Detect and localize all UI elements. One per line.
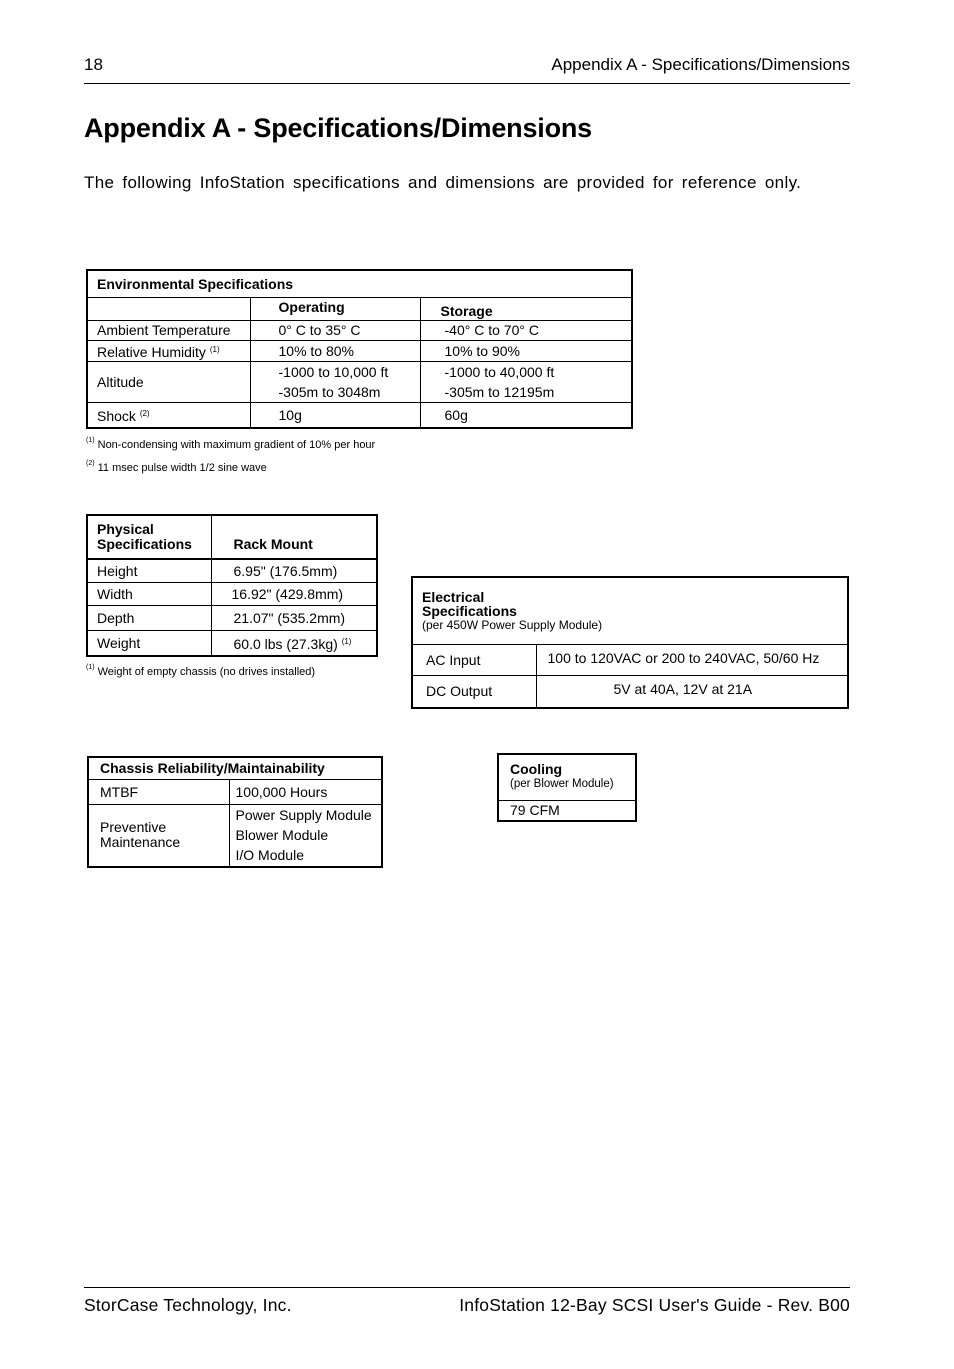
row-label: Relative Humidity: [97, 343, 206, 360]
row-label-cell: [87, 340, 250, 361]
storage-value-cell: [420, 361, 632, 402]
table-row: [87, 361, 632, 402]
running-title: Appendix A - Specifications/Dimensions: [551, 55, 850, 74]
row-value: 60.0 lbs (27.3kg): [233, 635, 338, 652]
row-value: 21.07" (535.2mm): [211, 605, 377, 630]
reliability-caption: Chassis Reliability/Maintainability: [88, 757, 382, 779]
physical-caption-line2: Specifications: [97, 536, 192, 552]
col-operating: Operating: [250, 297, 420, 320]
row-value-cell: [211, 630, 377, 656]
electrical-caption-line2: Specifications: [422, 603, 517, 619]
row-label: DC Output: [412, 675, 536, 708]
table-row: [412, 675, 848, 708]
storage-value: 10% to 90%: [420, 340, 632, 361]
table-row: [88, 804, 382, 867]
electrical-caption-sub: (per 450W Power Supply Module): [422, 618, 603, 632]
mtbf-label: MTBF: [88, 779, 229, 804]
cooling-table: [497, 753, 637, 822]
storage-value-metric: -305m to 12195m: [444, 383, 555, 400]
footnote-text: Non-condensing with maximum gradient of 10% per hour: [97, 439, 376, 451]
table-row: [88, 779, 382, 804]
row-value: 6.95" (176.5mm): [211, 559, 377, 582]
row-label: AC Input: [412, 644, 536, 675]
row-label: Ambient Temperature: [87, 320, 250, 340]
row-value: 5V at 40A, 12V at 21A: [536, 675, 848, 708]
pm-items: [229, 804, 382, 867]
page-title: Appendix A - Specifications/Dimensions: [84, 113, 592, 143]
row-label-cell: [87, 402, 250, 428]
pm-label-line1: Preventive: [100, 819, 167, 836]
row-label: Width: [87, 582, 211, 605]
mtbf-value: 100,000 Hours: [229, 779, 382, 804]
footnote-mark: (1): [86, 437, 95, 444]
table-row: [87, 340, 632, 361]
table-row: [87, 605, 377, 630]
table-row: [498, 800, 636, 821]
environmental-footnote-2: [86, 460, 267, 474]
cooling-caption-sub: (per Blower Module): [510, 778, 614, 791]
physical-caption-line1: Physical: [97, 521, 154, 537]
environmental-header-blank: [87, 297, 250, 320]
col-storage: Storage: [420, 297, 632, 320]
pm-label: [88, 804, 229, 867]
electrical-caption: [412, 577, 848, 644]
footer-rule: [84, 1287, 850, 1288]
environmental-specs-table: [86, 269, 633, 429]
storage-value: -40° C to 70° C: [420, 320, 632, 340]
cooling-value: 79 CFM: [498, 800, 636, 821]
table-row: [87, 559, 377, 582]
storage-value: -1000 to 40,000 ft: [444, 363, 555, 380]
physical-caption: [87, 515, 211, 559]
footnote-ref: (1): [209, 344, 220, 354]
operating-value: 10% to 80%: [250, 340, 420, 361]
operating-value: -1000 to 10,000 ft: [278, 363, 389, 380]
header-rule: [84, 83, 850, 84]
list-item: I/O Module: [235, 847, 304, 864]
row-value: 100 to 120VAC or 200 to 240VAC, 50/60 Hz: [536, 644, 848, 675]
operating-value: 0° C to 35° C: [250, 320, 420, 340]
footnote-ref: (1): [341, 636, 352, 646]
footnote-mark: (2): [86, 460, 95, 467]
storage-value: 60g: [420, 402, 632, 428]
list-item: Blower Module: [235, 827, 329, 844]
electrical-specs-table: [411, 576, 849, 709]
footnote-text: 11 msec pulse width 1/2 sine wave: [97, 462, 267, 474]
operating-value-cell: [250, 361, 420, 402]
table-row: [412, 644, 848, 675]
table-row: [87, 320, 632, 340]
table-row: [87, 582, 377, 605]
cooling-caption: [498, 754, 636, 800]
footer-company: StorCase Technology, Inc.: [84, 1295, 292, 1315]
row-label: Height: [87, 559, 211, 582]
physical-specs-table: [86, 514, 378, 657]
environmental-footnote-1: [86, 437, 375, 451]
page-number: 18: [84, 55, 103, 74]
table-row: [87, 402, 632, 428]
list-item: Power Supply Module: [235, 807, 372, 824]
footnote-text: Weight of empty chassis (no drives installed): [97, 666, 316, 678]
reliability-table: [87, 756, 383, 868]
electrical-caption-line1: Electrical: [422, 589, 485, 605]
footer-guide-title: InfoStation 12-Bay SCSI User's Guide - Rev. B00: [459, 1295, 850, 1315]
pm-label-line2: Maintenance: [100, 834, 181, 851]
table-row: [87, 630, 377, 656]
intro-paragraph: The following InfoStation specifications and dimensions are provided for reference only.: [84, 173, 802, 192]
row-label: Shock: [97, 407, 136, 424]
col-rack-mount: Rack Mount: [211, 515, 377, 559]
operating-value-metric: -305m to 3048m: [278, 383, 381, 400]
row-label: Altitude: [87, 361, 250, 402]
footnote-ref: (2): [139, 408, 150, 418]
footnote-mark: (1): [86, 664, 95, 671]
environmental-caption: Environmental Specifications: [87, 270, 632, 297]
cooling-caption-title: Cooling: [510, 761, 563, 778]
physical-footnote: [86, 664, 315, 678]
row-label: Depth: [87, 605, 211, 630]
row-label: Weight: [87, 630, 211, 656]
row-value: 16.92" (429.8mm): [211, 582, 377, 605]
operating-value: 10g: [250, 402, 420, 428]
